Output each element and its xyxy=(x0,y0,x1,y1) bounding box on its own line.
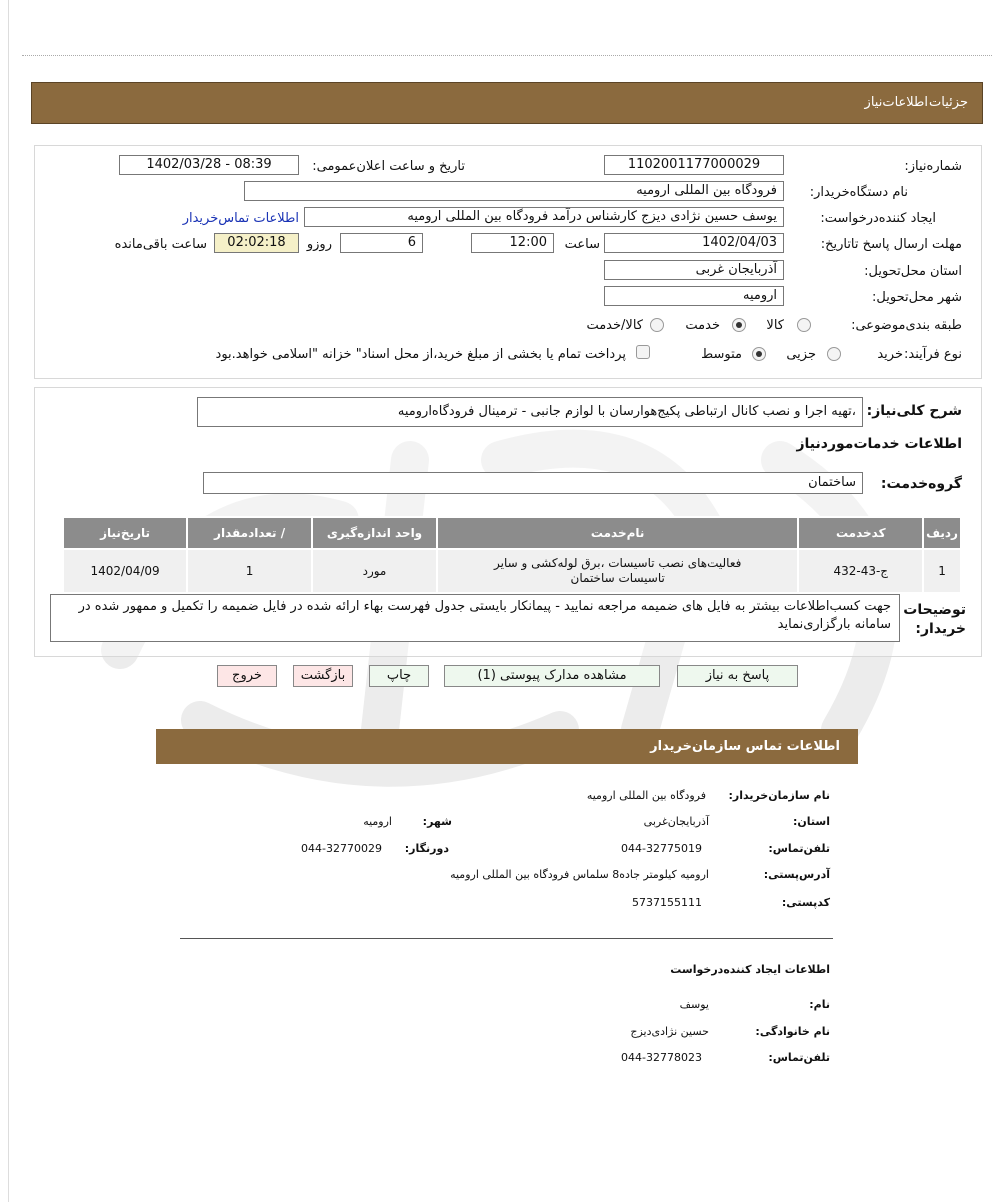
cell-quantity: 1 xyxy=(187,549,312,593)
category-option-goods: کالا xyxy=(766,318,784,333)
exit-button[interactable]: خروج xyxy=(217,665,277,687)
remaining-time-field: 02:02:18 xyxy=(214,233,299,253)
col-row: ردیف xyxy=(923,517,961,549)
buyer-field: فرودگاه بین المللی ارومیه xyxy=(244,181,784,201)
contact-fax-value: 044-32770029 xyxy=(301,842,382,855)
treasury-payment-text: پرداخت تمام یا بخشی از مبلغ خرید،از محل اسناد" خزانه "اسلامی خواهد.بود xyxy=(215,347,626,362)
attachments-button[interactable]: مشاهده مدارک پیوستی (1) xyxy=(444,665,660,687)
contact-province-value: آذربایجان‌غربی xyxy=(643,815,709,828)
need-number-label: شماره‌نیاز: xyxy=(904,159,962,174)
print-button[interactable]: چاپ xyxy=(369,665,429,687)
contact-org-label: نام سازمان‌خریدار: xyxy=(728,789,830,802)
top-divider xyxy=(22,55,992,56)
table-header-row xyxy=(63,517,961,549)
service-group-label: گروه‌خدمت: xyxy=(880,476,962,492)
process-buy-label: خرید xyxy=(877,347,903,362)
summary-label: شرح کلی‌نیاز: xyxy=(866,403,962,419)
reply-button[interactable]: پاسخ به نیاز xyxy=(677,665,798,687)
days-label: روزو xyxy=(306,237,332,252)
process-option-minor: جزیی xyxy=(786,347,816,362)
breadcrumb-details[interactable]: جزئیات xyxy=(929,95,968,110)
back-button[interactable]: بازگشت xyxy=(293,665,353,687)
info-header-bar xyxy=(31,82,983,124)
creator-field: یوسف حسین نژادی دیزج کارشناس درآمد فرودگاه بین المللی ارومیه xyxy=(304,207,784,227)
category-label: طبقه بندی‌موضوعی: xyxy=(851,318,962,333)
contact-address-label: آدرس‌پستی: xyxy=(763,868,830,881)
deadline-date-field: 1402/04/03 xyxy=(604,233,784,253)
category-option-service: خدمت xyxy=(685,318,720,333)
cell-unit: مورد xyxy=(312,549,437,593)
process-option-medium: متوسط xyxy=(701,347,742,362)
announce-field: 1402/03/28 - 08:39 xyxy=(119,155,299,175)
contact-phone-value: 044-32775019 xyxy=(621,842,702,855)
col-unit: واحد اندازه‌گیری xyxy=(312,517,437,549)
contact-city-label: شهر: xyxy=(422,815,452,828)
creator-family-label: نام خانوادگی: xyxy=(755,1025,830,1038)
contact-divider xyxy=(180,938,833,939)
left-border-line xyxy=(8,0,9,1202)
col-quantity: / تعدادمقدار xyxy=(187,517,312,549)
creator-info-title: اطلاعات ایجاد کننده‌درخواست xyxy=(670,963,830,976)
treasury-payment-checkbox[interactable] xyxy=(636,345,650,359)
col-service-code: کدخدمت xyxy=(798,517,923,549)
buyer-contact-link[interactable]: اطلاعات تماس‌خریدار xyxy=(182,211,299,226)
city-label: شهر محل‌تحویل: xyxy=(872,290,962,305)
contact-address-value: ارومیه کیلومتر جاده8 سلماس فرودگاه بین المللی ارومیه xyxy=(450,868,709,881)
category-radio-service[interactable] xyxy=(732,318,746,332)
process-label: نوع فرآیند: xyxy=(904,347,962,362)
cell-need-date: 1402/04/09 xyxy=(63,549,187,593)
contact-postal-label: کدپستی: xyxy=(781,896,830,909)
contact-title: اطلاعات تماس سازمان‌خریدار xyxy=(650,739,840,754)
category-radio-both[interactable] xyxy=(650,318,664,332)
days-field: 6 xyxy=(340,233,423,253)
city-field: ارومیه xyxy=(604,286,784,306)
creator-phone-value: 044-32778023 xyxy=(621,1051,702,1064)
contact-city-value: ارومیه xyxy=(363,815,392,828)
creator-family-value: حسین نژادی‌دیزج xyxy=(630,1025,709,1038)
contact-postal-value: 5737155111 xyxy=(632,896,702,909)
services-title: اطلاعات خدمات‌موردنیاز xyxy=(796,436,962,452)
creator-name-value: یوسف xyxy=(679,998,709,1011)
contact-org-value: فرودگاه بین المللی ارومیه xyxy=(586,789,706,802)
province-label: استان محل‌تحویل: xyxy=(864,264,962,279)
province-field: آذربایجان غربی xyxy=(604,260,784,280)
services-table xyxy=(62,516,962,594)
creator-label: ایجاد کننده‌درخواست: xyxy=(820,211,936,226)
creator-phone-label: تلفن‌تماس: xyxy=(768,1051,830,1064)
notes-label: توضیحات خریدار: xyxy=(903,602,966,637)
cell-row: 1 xyxy=(923,549,961,593)
service-group-field: ساختمان xyxy=(203,472,863,494)
time-label: ساعت xyxy=(564,237,600,252)
contact-header-bar xyxy=(156,729,858,764)
cell-service-name: فعالیت‌های نصب تاسیسات ،برق لوله‌کشی و سایر تاسیسات ساختمان xyxy=(437,549,799,593)
col-need-date: تاریخ‌نیاز xyxy=(63,517,187,549)
process-radio-medium[interactable] xyxy=(752,347,766,361)
process-radio-minor[interactable] xyxy=(827,347,841,361)
deadline-time-field: 12:00 xyxy=(471,233,554,253)
notes-field: جهت کسب‌اطلاعات بیشتر به فایل های ضمیمه مراجعه نمایید - پیمانکار بایستی جدول فهرست بهاء ارائه شده در فایل ضمیمه را تکمیل و ممهور شده در سامانه بارگزاری‌نماید xyxy=(50,594,900,642)
contact-province-label: استان: xyxy=(793,815,830,828)
announce-label: تاریخ و ساعت اعلان‌عمومی: xyxy=(312,159,465,174)
summary-field: ،تهیه اجرا و نصب کانال ارتباطی پکیج‌هوارسان با لوازم جانبی - ترمینال فرودگاه‌ارومیه xyxy=(197,397,863,427)
table-row xyxy=(63,549,961,593)
need-number-field: 1102001177000029 xyxy=(604,155,784,175)
breadcrumb-need-info[interactable]: اطلاعات‌نیاز xyxy=(864,95,928,110)
buyer-label: نام دستگاه‌خریدار: xyxy=(809,185,908,200)
cell-service-code: ج-43-432 xyxy=(798,549,923,593)
category-radio-goods[interactable] xyxy=(797,318,811,332)
category-option-both: کالا/خدمت xyxy=(586,318,643,333)
contact-fax-label: دورنگار: xyxy=(404,842,449,855)
deadline-label: مهلت ارسال پاسخ تا‌تاریخ: xyxy=(820,237,962,252)
creator-name-label: نام: xyxy=(809,998,830,1011)
remaining-label: ساعت باقی‌مانده xyxy=(114,237,207,252)
col-service-name: نام‌خدمت xyxy=(437,517,799,549)
contact-phone-label: تلفن‌تماس: xyxy=(768,842,830,855)
